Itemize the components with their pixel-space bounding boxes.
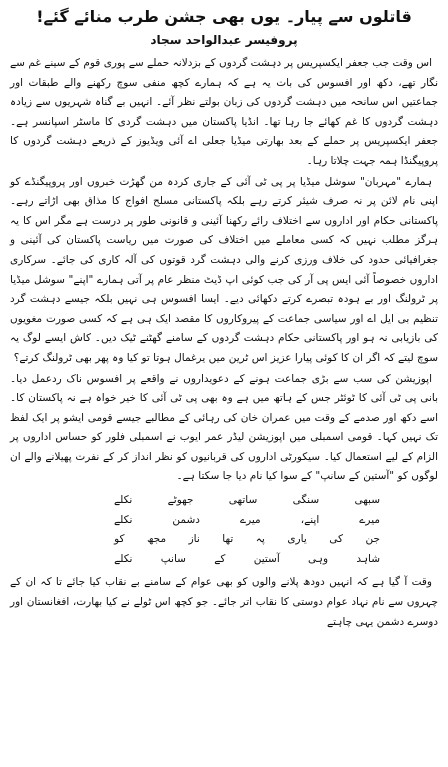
poem-word: سانپ [160, 552, 186, 565]
poem-word: نکلے [114, 552, 133, 565]
poem-word: نکلے [114, 513, 133, 526]
poem-word: تھا [222, 533, 234, 546]
poem-word: کی [329, 533, 344, 546]
poem-word: آستین [253, 552, 280, 565]
poem-word: جن [365, 533, 380, 546]
poem-word: پہ [255, 533, 265, 546]
poem-word: یاری [287, 533, 307, 546]
poem-word: نکلے [114, 494, 133, 507]
poem-word: سبھی [354, 494, 380, 507]
poem-word: شاہد [356, 552, 380, 565]
poem-word: دشمن [172, 513, 200, 526]
author-byline: پروفیسر عبدالواحد سجاد [150, 33, 298, 47]
poem-word: کے [214, 552, 226, 565]
poem-stanza [10, 491, 438, 569]
paragraph-4: وقت آ گیا ہے کہ انہیں دودھ پلانے والوں کو بھی عوام کے سامنے بے نقاب کیا جائے تا کہ ان کے چہروں سے نام نہاد عوام دوستی کا نقاب اتر جائے۔ جو کچھ اس ٹولے نے کیا بھارت، افغانستان اور دوسرے دشمن یہی چاہتے [10, 576, 438, 628]
poem-line-4 [114, 550, 380, 570]
poem-word: اپنے، [300, 513, 320, 526]
paragraph-2: ہمارے "مہربان" سوشل میڈیا پر پی ٹی آئی کے جاری کردہ من گھڑت خبروں اور پروپیگنڈے کو اپنی نام لائن پر نہ صرف شیئر کرتے رہے بلکہ پاکستانی مسلح افواج کا مذاق بھی اڑاتے رہے۔ پاکستانی حکام اور اداروں سے اختلاف رائے رکھنا آئینی و قانونی طور پر درست ہے مگر اس کا یہ ہرگز مطلب نہیں کہ کسی معاملے میں اختلاف کی صورت میں ریاست پاکستان کی آئینی و جغرافیائی حدود کی خلاف ورزی کرنے والی دہشت گرد قوتوں کی آلہ کاری کی جائے۔ سرکاری اداروں خصوصاً آئی ایس پی آر کی جب کوئی اپ ڈیٹ منظر عام پر آتی ہمارے "اپنے" سوشل میڈیا پر ٹرولنگ اور بے ہودہ تبصرے کرتے دکھائی دیے۔ ایسا افسوس ہی نہیں بلکہ جیسے دہشت گرد تنظیم بی ایل اے اور سیاسی جماعت کے پیروکاروں کا مقصد ایک ہی ہے کہ کسی صورت مغویوں کی بازیابی نہ ہو اور پاکستانی حکام دہشت گردوں کے سامنے گھٹنے ٹیک دیں۔ کاش ایسے لوگ یہ سوچ لیتے کہ اگر ان کا کوئی پیارا عزیز اس ٹرین میں یرغمال ہوتا تو کیا وہ پھر بھی ٹرولنگ کرتے؟ [10, 175, 438, 364]
paragraph-1: اس وقت جب جعفر ایکسپریس پر دہشت گردوں کے بزدلانہ حملے سے پوری قوم کے سینے غم سے نگار تھے، دکھ اور افسوس کی بات یہ ہے کہ ہمارے کچھ منفی سوچ رکھنے والے طبقات اور جماعتیں اس سانحہ میں دہشت گردوں کی زبان بولتے نظر آئے۔ انہیں بے گناہ شہریوں سے زیادہ دہشت گردوں کا غم کھائے جا رہا تھا۔ انڈیا پاکستان میں دہشت گردی کا ماسٹر اسپانسر ہے۔ جعفر ایکسپریس پر حملے کے بعد بھارتی میڈیا جعلی اے آئی ویڈیوز کے ذریعے دہشت گردوں کا پروپیگنڈا ہمہ جہت چلاتا رہا۔ [10, 57, 438, 167]
poem-word: مجھ [147, 533, 167, 546]
article-title: قاتلوں سے پیار۔ یوں بھی جشن طرب منائے گئے! [36, 7, 412, 26]
poem-word: ساتھی [228, 494, 258, 507]
poem-word: سنگی [292, 494, 320, 507]
poem-line-1 [114, 491, 380, 511]
poem-word: وہی [308, 552, 329, 565]
poem-line-2 [114, 511, 380, 531]
poem-line-3 [114, 530, 380, 550]
paragraph-3: اپوزیشن کی سب سے بڑی جماعت ہونے کے دعویداروں نے واقعے پر افسوس ناک ردعمل دیا۔ بانی پی ٹی آئی کا ٹوئٹر جس کے ہاتھ میں ہے وہ بھی پی ٹی آئی کا خیر خواہ ہے نہ پاکستان کا۔ اسے دکھ اور صدمے کے وقت میں عمران خان کی رہائی کے مطالبے جیسے قومی ایشو پر ایک لفظ تک نہیں کہا۔ قومی اسمبلی میں اپوزیشن لیڈر عمر ایوب نے اسمبلی فلور کو حساس اداروں پر الزام کے لیے استعمال کیا۔ سیکورٹی اداروں کی قربانیوں کو نظر انداز کر کے نفرت پھیلانے والے ان لوگوں کو "آستین کے سانپ" کے سوا کیا نام دیا جا سکتا ہے۔ [10, 372, 438, 483]
poem-word: میرے [359, 513, 380, 526]
poem-word: میرے [239, 513, 261, 526]
poem-word: کو [114, 533, 125, 546]
poem-word: جھوٹے [167, 494, 194, 507]
poem-word: ناز [188, 533, 200, 546]
